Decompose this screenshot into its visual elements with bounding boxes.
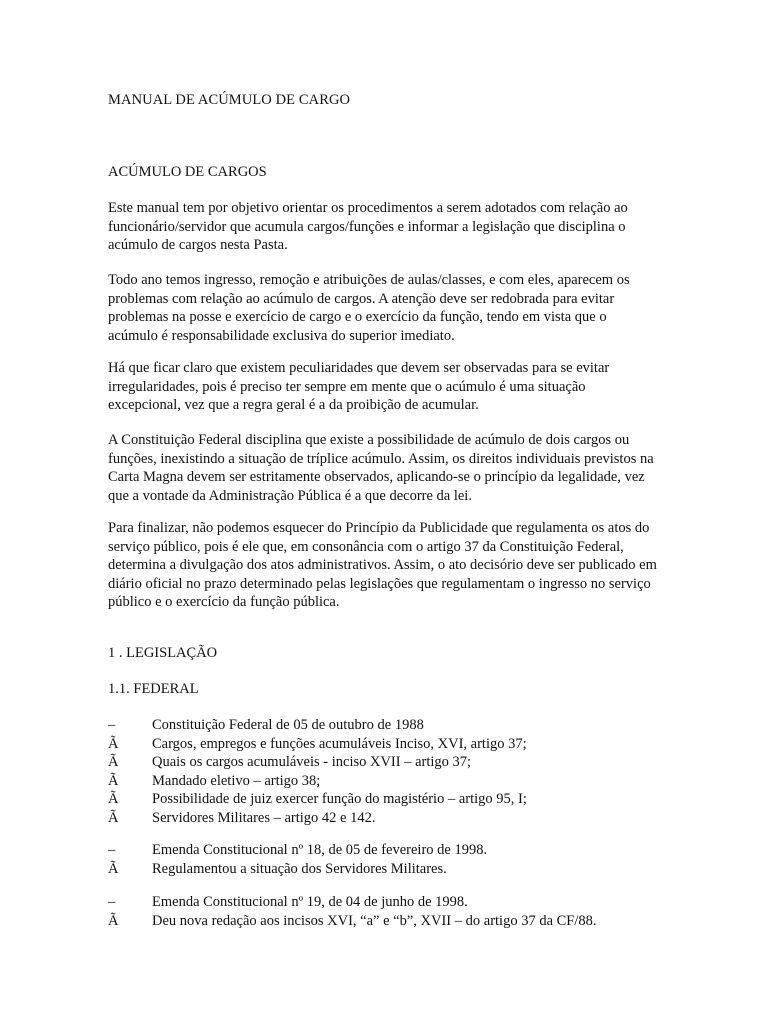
list-item [108, 772, 668, 791]
paragraph: Para finalizar, não podemos esquecer do Princípio da Publicidade que regulamenta os atos do serviço público, pois é ele que, em consonância com o artigo 37 da Constituição Federal, determina a divulgação dos atos administrativos. Assim, o ato decisório deve ser publicado em diário oficial no prazo determinado pelas legislações que regulamentam o ingresso no serviço público e o exercício da função pública. [108, 520, 657, 610]
list-item [108, 893, 668, 912]
list-item-text: Emenda Constitucional nº 18, de 05 de fevereiro de 1998. [152, 842, 488, 858]
paragraph: Todo ano temos ingresso, remoção e atribuições de aulas/classes, e com eles, aparecem os problemas com relação ao acúmulo de cargos. A atenção deve ser redobrada para evitar problemas na posse e exercício de cargo e o exercício da função, tendo em vista que o acúmulo é responsabilidade exclusiva do superior imediato. [108, 272, 630, 344]
list-item-text: Emenda Constitucional nº 19, de 04 de junho de 1998. [152, 894, 468, 910]
bullet-marker: Ã [108, 860, 119, 877]
paragraph: A Constituição Federal disciplina que existe a possibilidade de acúmulo de dois cargos ou funções, inexistindo a situação de tríplice acúmulo. Assim, os direitos individuais previstos na Carta Magna devem ser estritamente observados, aplicando-se o princípio da legalidade, vez que a vontade da Administração Pública é a que decorre da lei. [108, 432, 654, 504]
list-item-text: Quais os cargos acumuláveis - inciso XVII – artigo 37; [152, 754, 472, 770]
list-item [108, 809, 668, 828]
list-item-text: Mandado eletivo – artigo 38; [152, 772, 321, 789]
dash-marker: – [108, 894, 116, 910]
list-item-text: Cargos, empregos e funções acumuláveis Inciso, XVI, artigo 37; [152, 735, 527, 752]
list-item [108, 912, 668, 931]
list-item-text: Deu nova redação aos incisos XVI, “a” e “b”, XVII – do artigo 37 da CF/88. [152, 912, 597, 929]
list-item-text: Possibilidade de juiz exercer função do magistério – artigo 95, I; [152, 791, 527, 807]
list-item-text: Servidores Militares – artigo 42 e 142. [152, 809, 376, 826]
bullet-marker: Ã [108, 754, 119, 770]
legislacao-heading: 1 . LEGISLAÇÃO [108, 645, 218, 661]
legislation-list [108, 893, 668, 930]
list-item-text: Regulamentou a situação dos Servidores Militares. [152, 860, 447, 877]
list-item [108, 860, 668, 879]
bullet-marker: Ã [108, 791, 119, 807]
list-item [108, 716, 668, 735]
list-item [108, 790, 668, 809]
federal-heading: 1.1. FEDERAL [108, 681, 199, 697]
paragraph: Este manual tem por objetivo orientar os procedimentos a serem adotados com relação ao funcionário/servidor que acumula cargos/funções e informar a legislação que disciplina o acúmulo de cargos nesta Pasta. [108, 200, 628, 253]
bullet-marker: Ã [108, 912, 119, 929]
bullet-marker: Ã [108, 735, 119, 752]
legislation-list [108, 716, 668, 827]
list-item-text: Constituição Federal de 05 de outubro de 1988 [152, 717, 424, 733]
bullet-marker: Ã [108, 809, 119, 826]
paragraph: Há que ficar claro que existem peculiaridades que devem ser observadas para se evitar irregularidades, pois é preciso ter sempre em mente que o acúmulo é uma situação excepcional, vez que a regra geral é a da proibição de acumular. [108, 360, 610, 413]
list-item [108, 753, 668, 772]
dash-marker: – [108, 717, 116, 733]
dash-marker: – [108, 842, 116, 858]
section-title: ACÚMULO DE CARGOS [108, 164, 267, 180]
legislation-list [108, 841, 668, 878]
document-title: MANUAL DE ACÚMULO DE CARGO [108, 92, 351, 108]
bullet-marker: Ã [108, 772, 119, 789]
list-item [108, 841, 668, 860]
list-item [108, 735, 668, 754]
